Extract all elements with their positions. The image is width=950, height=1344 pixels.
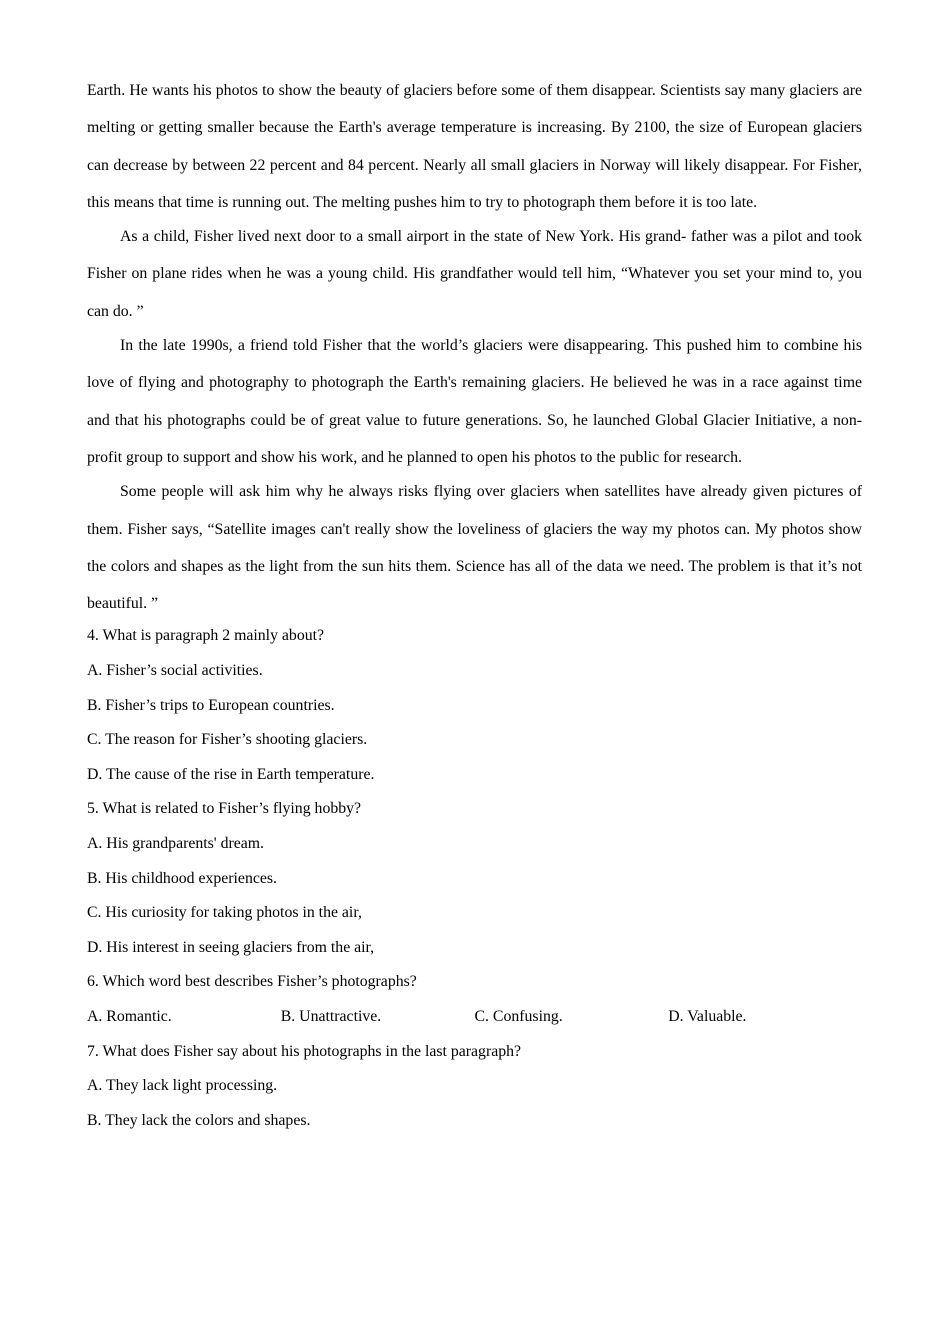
question-5-option-d: D. His interest in seeing glaciers from the air, bbox=[87, 938, 375, 956]
question-6-option-c: C. Confusing. bbox=[474, 1007, 563, 1025]
question-4-stem: 4. What is paragraph 2 mainly about? bbox=[87, 627, 325, 645]
passage-paragraph-1: Earth. He wants his photos to show the beauty of glaciers before some of them disappear. Scientists say many glaciers are melting or getting smaller because the Earth's average temperature is increasing. By 2100, the size of European glaciers can decrease by between 22 percent and 84 percent. Nearly all small glaciers in Norway will likely disappear. For Fisher, this means that time is running out. The melting pushes him to try to photograph them before it is too late. bbox=[87, 82, 862, 211]
question-7-option-a: A. They lack light processing. bbox=[87, 1077, 278, 1095]
question-5-option-c: C. His curiosity for taking photos in the air, bbox=[87, 904, 362, 922]
passage-paragraph-2: As a child, Fisher lived next door to a small airport in the state of New York. His grand- father was a pilot and took Fisher on plane rides when he was a young child. His grandfather would tell him, “Whatever you set your mind to, you can do. ” bbox=[87, 228, 862, 320]
question-4-option-b: B. Fisher’s trips to European countries. bbox=[87, 696, 335, 714]
document-page bbox=[87, 72, 862, 1138]
question-7-stem: 7. What does Fisher say about his photographs in the last paragraph? bbox=[87, 1042, 522, 1060]
question-6-options bbox=[87, 1000, 862, 1035]
passage-paragraph-4: Some people will ask him why he always risks flying over glaciers when satellites have already given pictures of them. Fisher says, “Satellite images can't really show the loveliness of glaciers the way my photos can. My photos show the colors and shapes as the light from the sun hits them. Science has all of the data we need. The problem is that it’s not beautiful. ” bbox=[87, 483, 862, 613]
question-5-option-a: A. His grandparents' dream. bbox=[87, 835, 264, 853]
question-4-option-d: D. The cause of the rise in Earth temperature. bbox=[87, 765, 375, 783]
question-6-option-a: A. Romantic. bbox=[87, 1007, 172, 1025]
question-6-option-b: B. Unattractive. bbox=[280, 1007, 382, 1025]
question-6-option-d: D. Valuable. bbox=[668, 1007, 747, 1025]
question-4-option-c: C. The reason for Fisher’s shooting glaciers. bbox=[87, 731, 368, 749]
question-5-stem: 5. What is related to Fisher’s flying hobby? bbox=[87, 800, 362, 818]
question-6-stem: 6. Which word best describes Fisher’s photographs? bbox=[87, 973, 417, 991]
question-4-option-a: A. Fisher’s social activities. bbox=[87, 662, 263, 680]
question-5-option-b: B. His childhood experiences. bbox=[87, 869, 277, 887]
question-7-option-b: B. They lack the colors and shapes. bbox=[87, 1111, 311, 1129]
passage-paragraph-3: In the late 1990s, a friend told Fisher that the world’s glaciers were disappearing. This pushed him to combine his love of flying and photography to photograph the Earth's remaining glaciers. He believed he was in a race against time and that his photographs could be of great value to future generations. So, he launched Global Glacier Initiative, a non-profit group to support and show his work, and he planned to open his photos to the public for research. bbox=[87, 337, 862, 466]
